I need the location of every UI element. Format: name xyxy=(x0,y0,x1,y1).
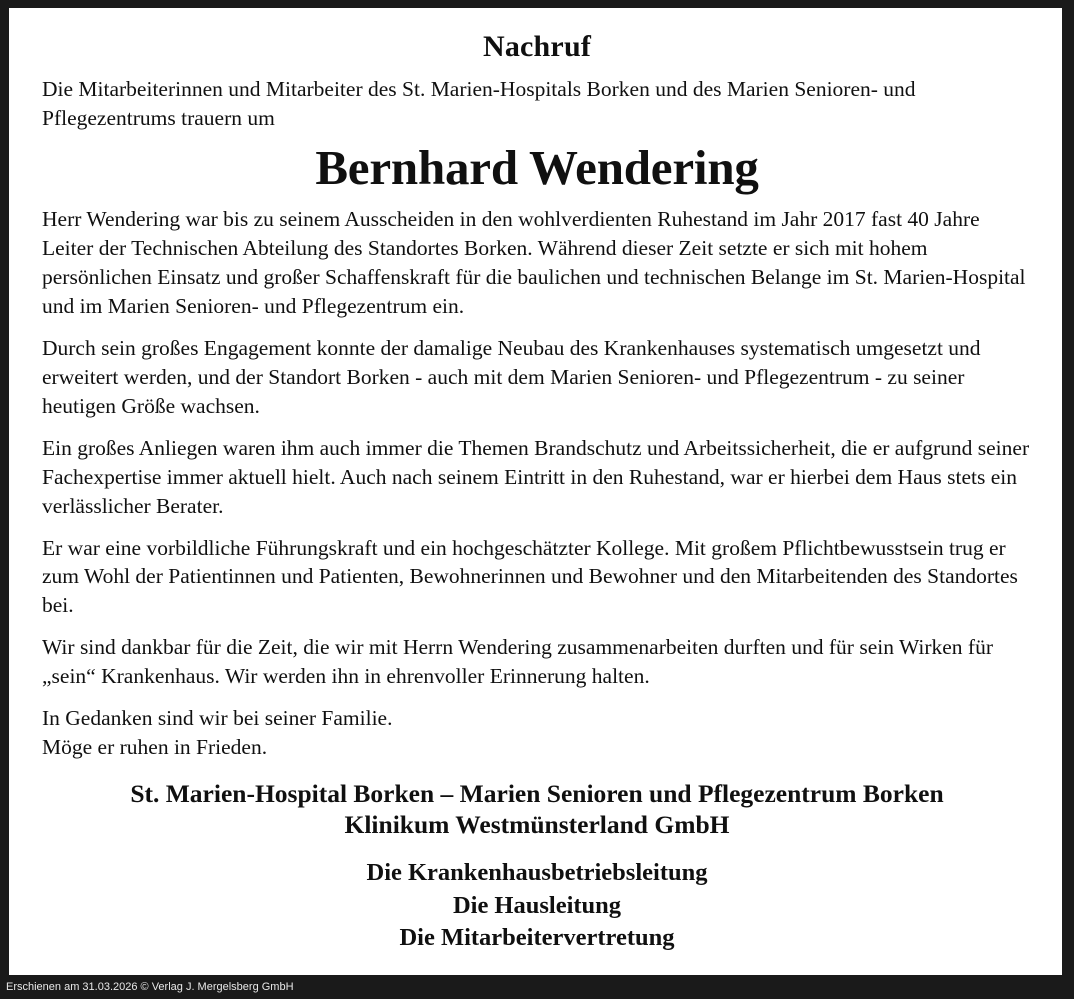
peace-line: Möge er ruhen in Frieden. xyxy=(42,734,268,759)
footer-publication-note: Erschienen am 31.03.2026 © Verlag J. Mergelsberg GmbH xyxy=(6,980,294,993)
body-paragraph-3: Ein großes Anliegen waren ihm auch immer die Themen Brandschutz und Arbeitssicherheit, die er aufgrund seiner Fachexpertise immer aktuell hielt. Auch nach seinem Eintritt in den Ruhestand, war er hierbei dem Haus stets ein verlässlicher Berater. xyxy=(42,435,1030,518)
signatory-line-1: Die Krankenhausbetriebsleitung xyxy=(366,859,708,887)
body-paragraph-5: Wir sind dankbar für die Zeit, die wir mit Herrn Wendering zusammenarbeiten durften und für sein Wirken für „sein“ Krankenhaus. Wir werden ihn in ehrenvoller Erinnerung halten. xyxy=(42,635,993,689)
signatory-line-3: Die Mitarbeitervertretung xyxy=(399,924,675,952)
obituary-card xyxy=(9,8,1062,975)
organisation-block xyxy=(42,778,1032,841)
footer-bar xyxy=(0,975,1074,999)
notice-title: Nachruf xyxy=(482,30,592,63)
signatory-block xyxy=(42,857,1032,955)
deceased-name: Bernhard Wendering xyxy=(315,139,759,195)
body-paragraph-2: Durch sein großes Engagement konnte der damalige Neubau des Krankenhauses systematisch umgesetzt und erweitert werden, und der Standort Borken - auch mit dem Marien Senioren- und Pflegezentrum - zu seiner heutigen Größe wachsen. xyxy=(42,336,981,418)
signatory-line-2: Die Hausleitung xyxy=(452,891,622,919)
organisation-line-2: Klinikum Westmünsterland GmbH xyxy=(344,810,730,840)
organisation-line-1: St. Marien-Hospital Borken – Marien Senioren und Pflegezentrum Borken xyxy=(130,778,944,808)
body-paragraph-1: Herr Wendering war bis zu seinem Ausscheiden in den wohlverdienten Ruhestand im Jahr 2017 fast 40 Jahre Leiter der Technischen Abteilung des Standortes Borken. Während dieser Zeit setzte er sich mit hohem persönlichen Einsatz und großer Schaffenskraft für die baulichen und technischen Belange im St. Marien-Hospital und im Marien Senioren- und Pflegezentrum ein. xyxy=(42,207,1026,319)
body-paragraph-4: Er war eine vorbildliche Führungskraft und ein hochgeschätzter Kollege. Mit großem Pflichtbewusstsein trug er zum Wohl der Patientinnen und Patienten, Bewohnerinnen und Bewohner und den Mitarbeitenden des Standortes bei. xyxy=(42,535,1018,618)
family-line: In Gedanken sind wir bei seiner Familie. xyxy=(42,706,393,731)
intro-text: Die Mitarbeiterinnen und Mitarbeiter des St. Marien-Hospitals Borken und des Marien Senioren- und Pflegezentrums trauern um xyxy=(42,77,916,130)
